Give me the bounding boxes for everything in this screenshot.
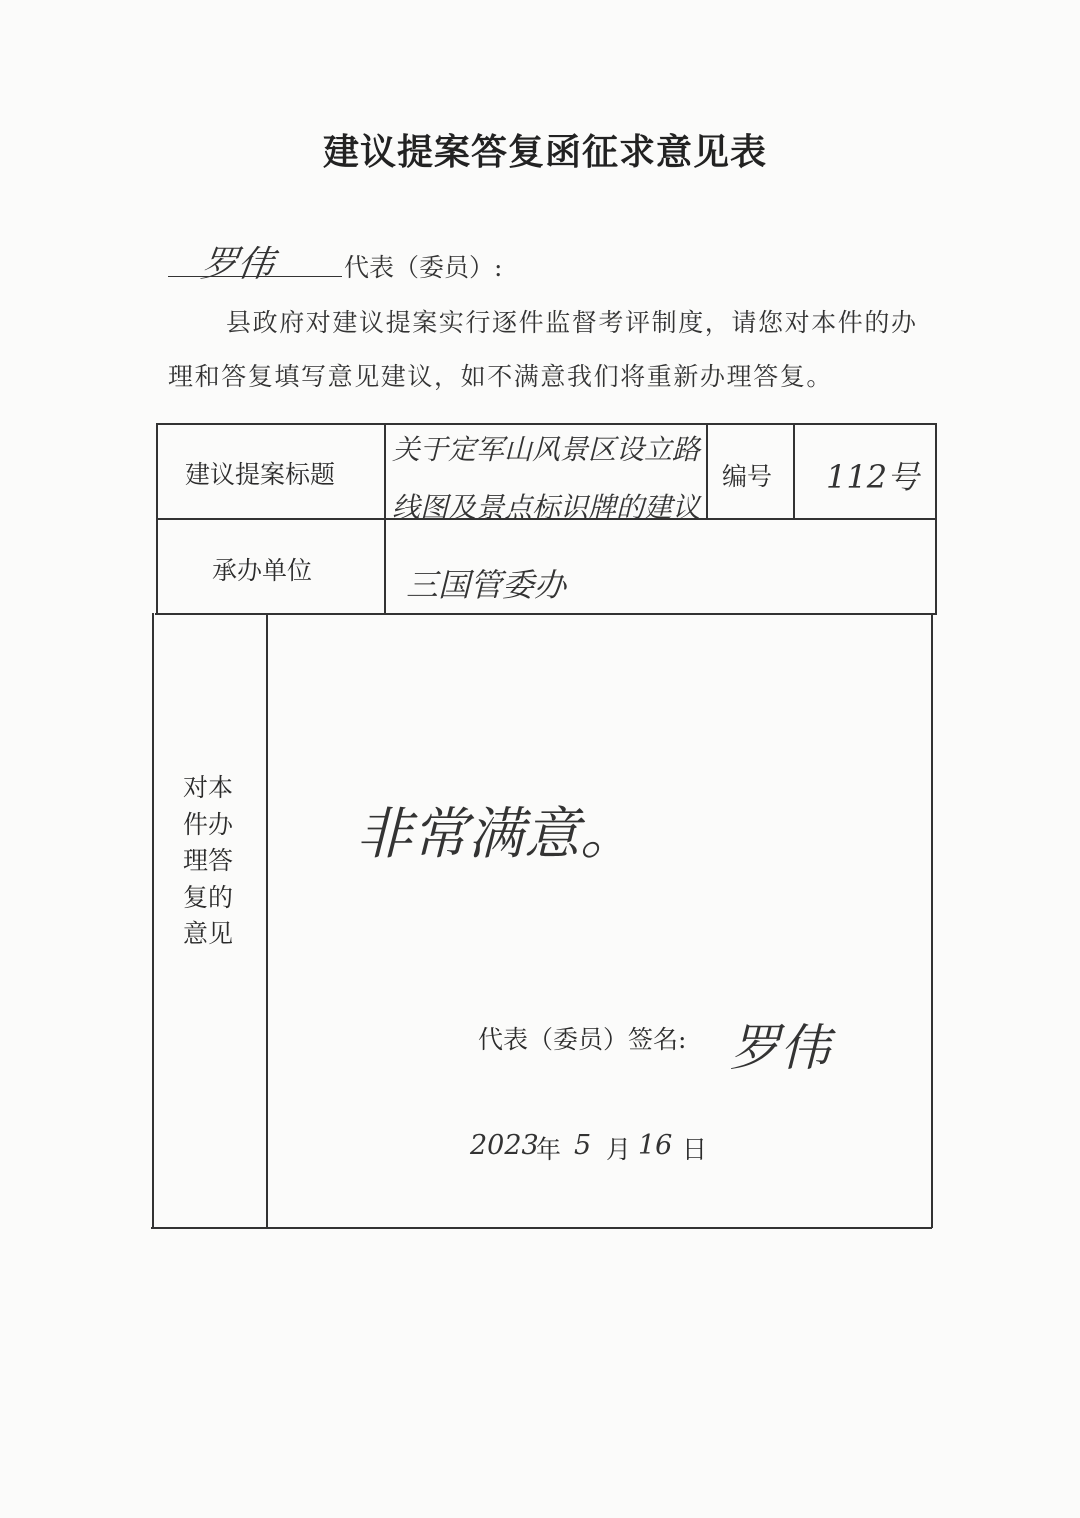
proposal-title-label: 建议提案标题 (185, 460, 336, 489)
opinion-value: 非常满意。 (356, 802, 636, 867)
number-label: 编号 (722, 462, 773, 491)
handling-unit-value: 三国管委办 (406, 566, 567, 604)
table-border-bottom (151, 1227, 932, 1229)
salutation: 代表（委员）: (344, 253, 503, 282)
date-row (470, 1130, 770, 1174)
opinion-column-divider (266, 613, 268, 1228)
date-month: 5 (574, 1130, 592, 1161)
proposal-title-line-2: 线图及景点标识牌的建议 (392, 491, 701, 524)
addressee-name-handwritten: 罗伟 (198, 244, 277, 285)
signature-label: 代表（委员）签名: (478, 1025, 687, 1054)
label-column-divider (384, 423, 386, 614)
signature-handwritten: 罗伟 (730, 1019, 830, 1077)
addressee-line (168, 232, 588, 285)
date-month-suffix: 月 (606, 1135, 632, 1164)
table-border-right-lower (931, 613, 933, 1228)
name-underline (168, 276, 342, 277)
handling-unit-label: 承办单位 (212, 556, 313, 585)
date-year: 2023 (470, 1130, 539, 1161)
table-row-divider-2 (155, 613, 937, 615)
intro-paragraph: 县政府对建议提案实行逐件监督考评制度，请您对本件的办理和答复填写意见建议，如不满意我们将重新办理答复。 (168, 308, 918, 391)
number-label-divider-left (706, 423, 708, 519)
form-title: 建议提案答复函征求意见表 (322, 132, 767, 173)
date-year-suffix: 年 (536, 1135, 562, 1164)
opinion-label: 对本件办理答复的意见 (182, 773, 233, 948)
table-border-top (156, 423, 937, 425)
table-border-left-lower (152, 613, 154, 1228)
date-day-suffix: 日 (682, 1135, 708, 1164)
date-day: 16 (638, 1130, 673, 1161)
number-label-divider-right (793, 423, 795, 519)
number-value: 112号 (826, 458, 920, 496)
proposal-title-line-1: 关于定军山风景区设立路 (392, 433, 701, 466)
table-border-right (935, 423, 937, 614)
table-border-left (156, 423, 158, 614)
